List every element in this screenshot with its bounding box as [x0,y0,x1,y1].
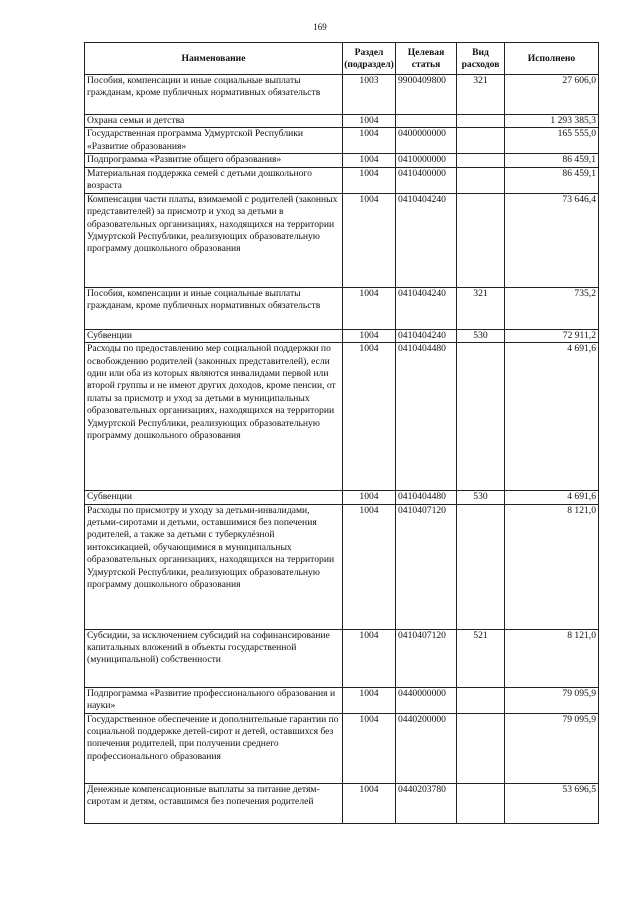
table-row [85,783,599,823]
row-kind [457,193,505,287]
header-name: Наименование [85,43,343,75]
row-done: 8 121,0 [505,504,599,629]
header-done: Исполнено [505,43,599,75]
row-name: Пособия, компенсации и иные социальные выплаты гражданам, кроме публичных нормативных обязательств [85,75,343,115]
row-done: 79 095,9 [505,687,599,713]
row-name: Материальная поддержка семей с детьми дошкольного возраста [85,167,343,193]
row-kind [457,713,505,783]
row-kind [457,687,505,713]
row-section: 1004 [343,713,396,783]
row-kind: 321 [457,287,505,329]
row-target: 0440200000 [396,713,457,783]
table-row [85,193,599,287]
row-name: Подпрограмма «Развитие профессионального образования и науки» [85,687,343,713]
row-kind [457,128,505,154]
row-done: 1 293 385,3 [505,115,599,128]
row-kind [457,167,505,193]
row-section: 1004 [343,167,396,193]
row-done: 79 095,9 [505,713,599,783]
row-section: 1004 [343,128,396,154]
row-kind: 321 [457,75,505,115]
row-done: 86 459,1 [505,167,599,193]
header-section: Раздел (подраздел) [343,43,396,75]
table-row [85,329,599,342]
budget-table [84,42,599,824]
row-name: Расходы по предоставлению мер социальной поддержки по освобождению родителей (законных представителей), если один или оба из которых являются инвалидами первой или второй группы и не имеют других доходов, кроме пенсии, от платы за присмотр и уход за детьми в муниципальных образовательных организациях, находящихся на территории Удмуртской Республики, реализующих образовательную программу дошкольного образования [85,343,343,491]
row-section: 1004 [343,629,396,687]
row-section: 1004 [343,154,396,167]
row-name: Компенсация части платы, взимаемой с родителей (законных представителей) за присмотр и уход за детьми в образовательных организациях, находящихся на территории Удмуртской Республики, реализующих образовательную программу дошкольного образования [85,193,343,287]
table-row [85,115,599,128]
row-done: 4 691,6 [505,343,599,491]
row-name: Пособия, компенсации и иные социальные выплаты гражданам, кроме публичных нормативных обязательств [85,287,343,329]
row-done: 27 606,0 [505,75,599,115]
row-kind [457,504,505,629]
table-row [85,167,599,193]
row-target: 0410404480 [396,491,457,504]
row-name: Субвенции [85,329,343,342]
header-target: Целевая статья [396,43,457,75]
row-target: 0440203780 [396,783,457,823]
table-row [85,687,599,713]
row-section: 1004 [343,329,396,342]
row-name: Расходы по присмотру и уходу за детьми-инвалидами, детьми-сиротами и детьми, оставшимися без попечения родителей, а также за детьми с туберкулёзной интоксикацией, обучающимися в муниципальных образовательных организациях, находящихся на территории Удмуртской Республики, реализующих образовательную программу дошкольного образования [85,504,343,629]
row-kind: 530 [457,491,505,504]
row-section: 1004 [343,193,396,287]
row-target: 0410407120 [396,504,457,629]
row-kind [457,154,505,167]
row-done: 86 459,1 [505,154,599,167]
row-name: Государственное обеспечение и дополнительные гарантии по социальной поддержке детей-сирот и детей, оставшихся без попечения родителей, при получении среднего профессионального образования [85,713,343,783]
row-done: 53 696,5 [505,783,599,823]
row-done: 4 691,6 [505,491,599,504]
row-section: 1004 [343,491,396,504]
row-target: 0410404480 [396,343,457,491]
row-name: Денежные компенсационные выплаты за питание детям-сиротам и детям, оставшимся без попечения родителей [85,783,343,823]
row-target: 0440000000 [396,687,457,713]
table-row [85,154,599,167]
row-done: 735,2 [505,287,599,329]
page-number: 169 [313,22,327,32]
row-target: 0410000000 [396,154,457,167]
row-done: 73 646,4 [505,193,599,287]
table-row [85,629,599,687]
table-row [85,128,599,154]
row-section: 1004 [343,287,396,329]
row-done: 165 555,0 [505,128,599,154]
row-target: 9900409800 [396,75,457,115]
row-name: Государственная программа Удмуртской Республики «Развитие образования» [85,128,343,154]
row-section: 1004 [343,504,396,629]
table-header-row [85,43,599,75]
row-done: 72 911,2 [505,329,599,342]
row-name: Охрана семьи и детства [85,115,343,128]
row-target: 0410404240 [396,287,457,329]
row-name: Подпрограмма «Развитие общего образования» [85,154,343,167]
row-target: 0410404240 [396,329,457,342]
row-kind [457,343,505,491]
row-target: 0410400000 [396,167,457,193]
table-row [85,343,599,491]
row-kind [457,783,505,823]
table-row [85,287,599,329]
table-row [85,491,599,504]
table-row [85,713,599,783]
row-section: 1004 [343,343,396,491]
row-section: 1004 [343,115,396,128]
table-row [85,504,599,629]
row-name: Субсидии, за исключением субсидий на софинансирование капитальных вложений в объекты государственной (муниципальной) собственности [85,629,343,687]
header-kind: Вид расходов [457,43,505,75]
row-done: 8 121,0 [505,629,599,687]
row-section: 1004 [343,687,396,713]
row-kind: 530 [457,329,505,342]
row-target: 0410404240 [396,193,457,287]
table-row [85,75,599,115]
row-section: 1003 [343,75,396,115]
row-target: 0400000000 [396,128,457,154]
row-section: 1004 [343,783,396,823]
row-kind [457,115,505,128]
row-target: 0410407120 [396,629,457,687]
row-kind: 521 [457,629,505,687]
row-target [396,115,457,128]
row-name: Субвенции [85,491,343,504]
